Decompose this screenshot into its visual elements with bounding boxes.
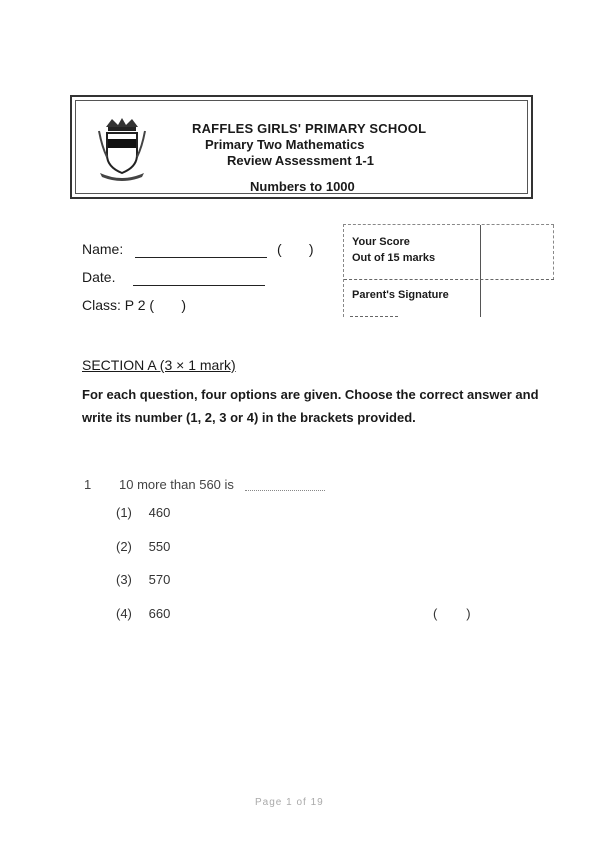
option-number: (4) [116,606,132,621]
date-input-line[interactable] [133,269,265,286]
date-label: Date. [82,269,116,285]
name-input-line[interactable] [135,241,267,258]
option-value: 660 [148,606,171,621]
question-number: 1 [84,477,92,492]
score-box-foot-line [350,316,398,317]
header-box [70,95,533,199]
question-text: 10 more than 560 is [119,477,234,492]
question-blank-line [245,490,325,491]
name-index-bracket: ( ) [277,241,314,257]
option-number: (2) [116,539,132,554]
assessment-title: Review Assessment 1-1 [227,153,374,168]
page-footer: Page 1 of 19 [255,797,324,808]
option-3 [116,572,170,587]
score-box-divider [480,225,481,317]
option-value: 460 [148,505,171,520]
score-box-row-divider [344,279,554,280]
option-number: (3) [116,572,132,587]
option-number: (1) [116,505,132,520]
section-instructions: For each question, four options are given. Choose the correct answer and write its number (1, 2, 3 or 4) in the brackets provided. [82,387,539,425]
school-name: RAFFLES GIRLS' PRIMARY SCHOOL [192,121,427,136]
parent-signature-label: Parent's Signature [352,289,449,301]
class-label: Class: P 2 ( ) [82,297,186,313]
topic-title: Numbers to 1000 [250,179,355,194]
your-score-label: Your Score [352,236,410,248]
subject-title: Primary Two Mathematics [205,137,365,152]
section-title: SECTION A (3 × 1 mark) [82,357,236,373]
option-4 [116,606,170,621]
option-value: 550 [148,539,171,554]
answer-bracket[interactable]: ( ) [433,606,471,621]
score-box-right-edge [553,225,554,280]
score-box [343,224,554,317]
date-field [82,269,265,286]
out-of-marks-label: Out of 15 marks [352,252,436,264]
option-value: 570 [148,572,171,587]
option-2 [116,539,170,554]
class-field [82,297,186,313]
name-label: Name: [82,241,124,257]
school-crest-icon [98,117,146,181]
name-field [82,241,314,258]
option-1 [116,505,170,520]
